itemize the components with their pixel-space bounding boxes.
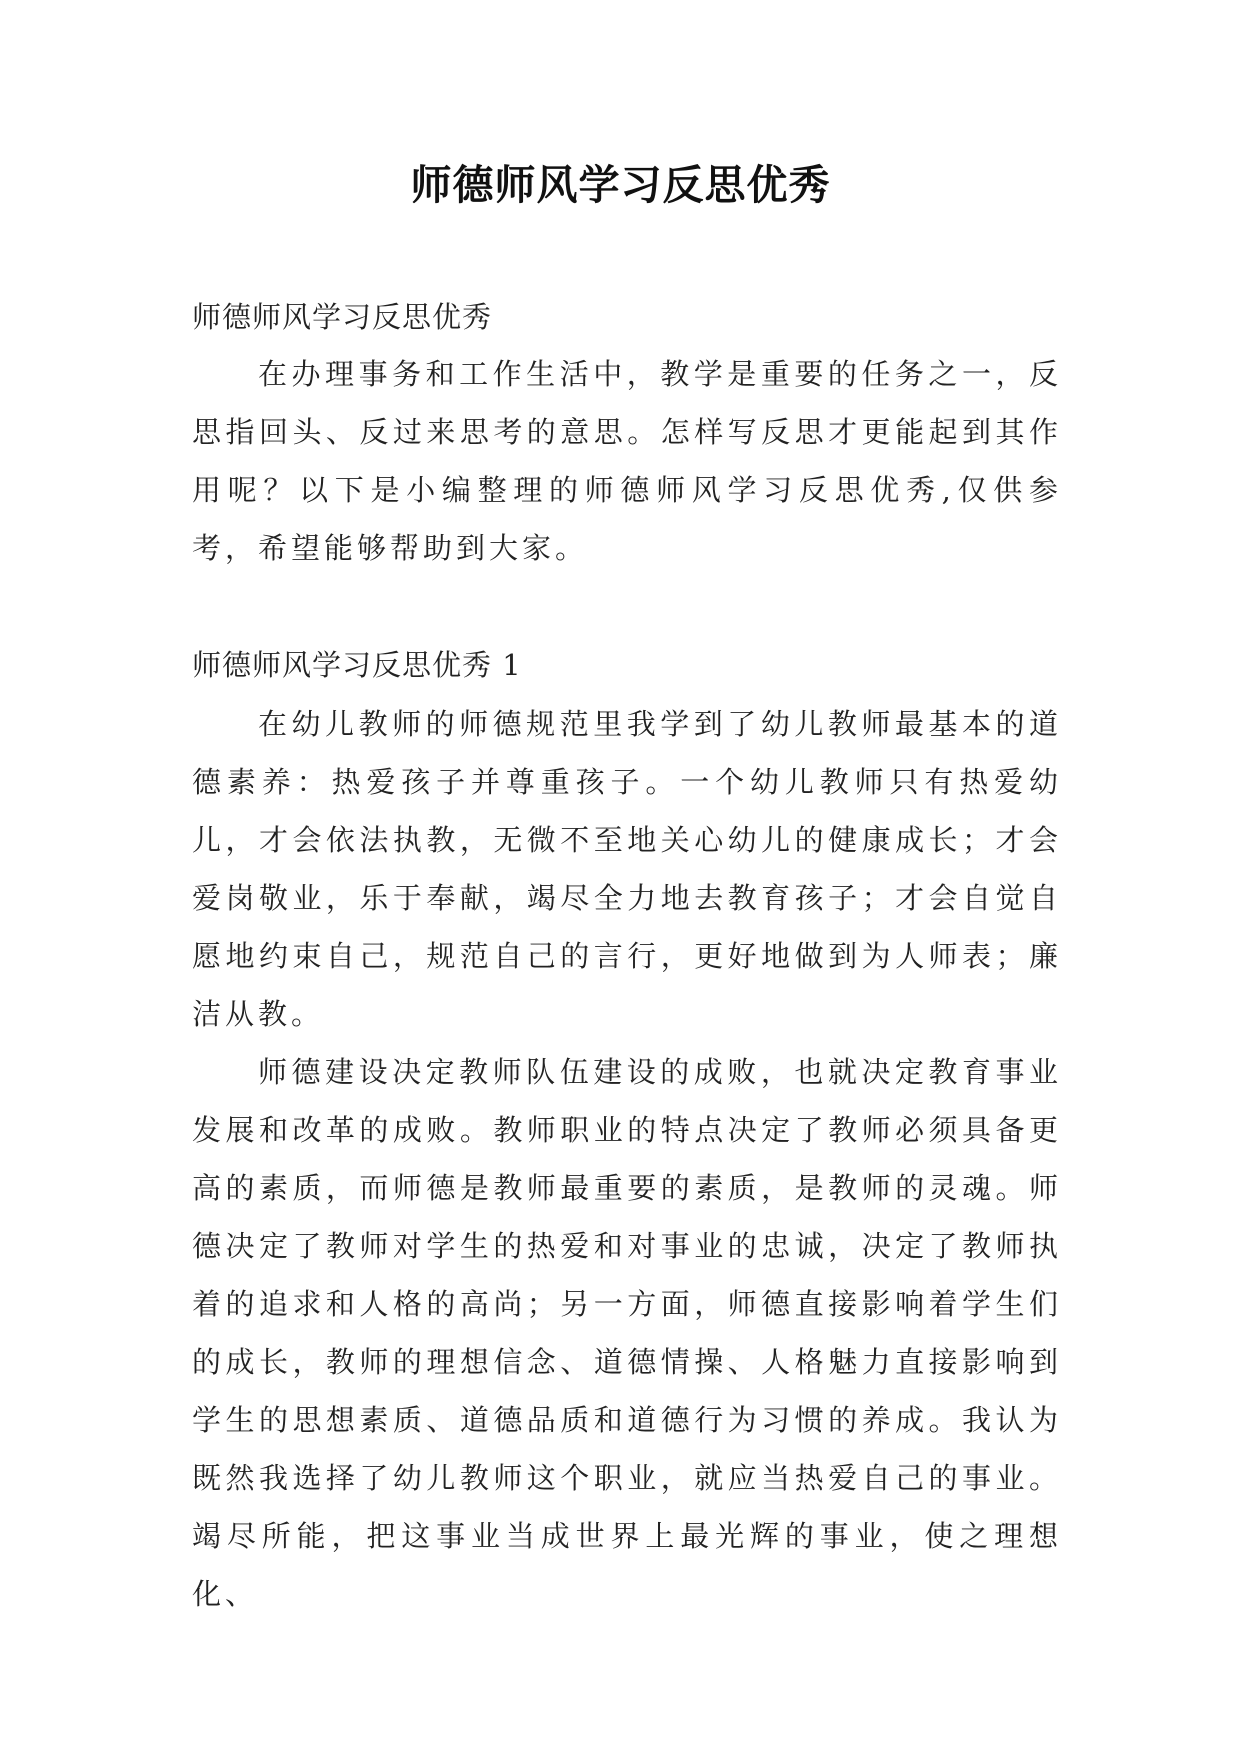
section-heading-1: 师德师风学习反思优秀 1: [192, 648, 522, 682]
document-subtitle: 师德师风学习反思优秀: [192, 300, 493, 334]
intro-paragraph: 在办理事务和工作生活中，教学是重要的任务之一，反思指回头、反过来思考的意思。怎样写反思才更能起到其作用呢？以下是小编整理的师德师风学习反思优秀,仅供参考，希望能够帮助到大家。: [192, 357, 1062, 565]
document-title: 师德师风学习反思优秀: [410, 161, 831, 209]
section-1-paragraph-1: 在幼儿教师的师德规范里我学到了幼儿教师最基本的道德素养：热爱孩子并尊重孩子。一个幼儿教师只有热爱幼儿，才会依法执教，无微不至地关心幼儿的健康成长；才会爱岗敬业，乐于奉献，竭尽全力地去教育孩子；才会自觉自愿地约束自己，规范自己的言行，更好地做到为人师表；廉洁从教。: [192, 707, 1062, 1031]
section-1-paragraph-2: 师德建设决定教师队伍建设的成败，也就决定教育事业发展和改革的成败。教师职业的特点决定了教师必须具备更高的素质，而师德是教师最重要的素质，是教师的灵魂。师德决定了教师对学生的热爱和对事业的忠诚，决定了教师执着的追求和人格的高尚；另一方面，师德直接影响着学生们的成长，教师的理想信念、道德情操、人格魅力直接影响到学生的思想素质、道德品质和道德行为习惯的养成。我认为既然我选择了幼儿教师这个职业，就应当热爱自己的事业。竭尽所能，把这事业当成世界上最光辉的事业，使之理想化、: [192, 1055, 1062, 1611]
